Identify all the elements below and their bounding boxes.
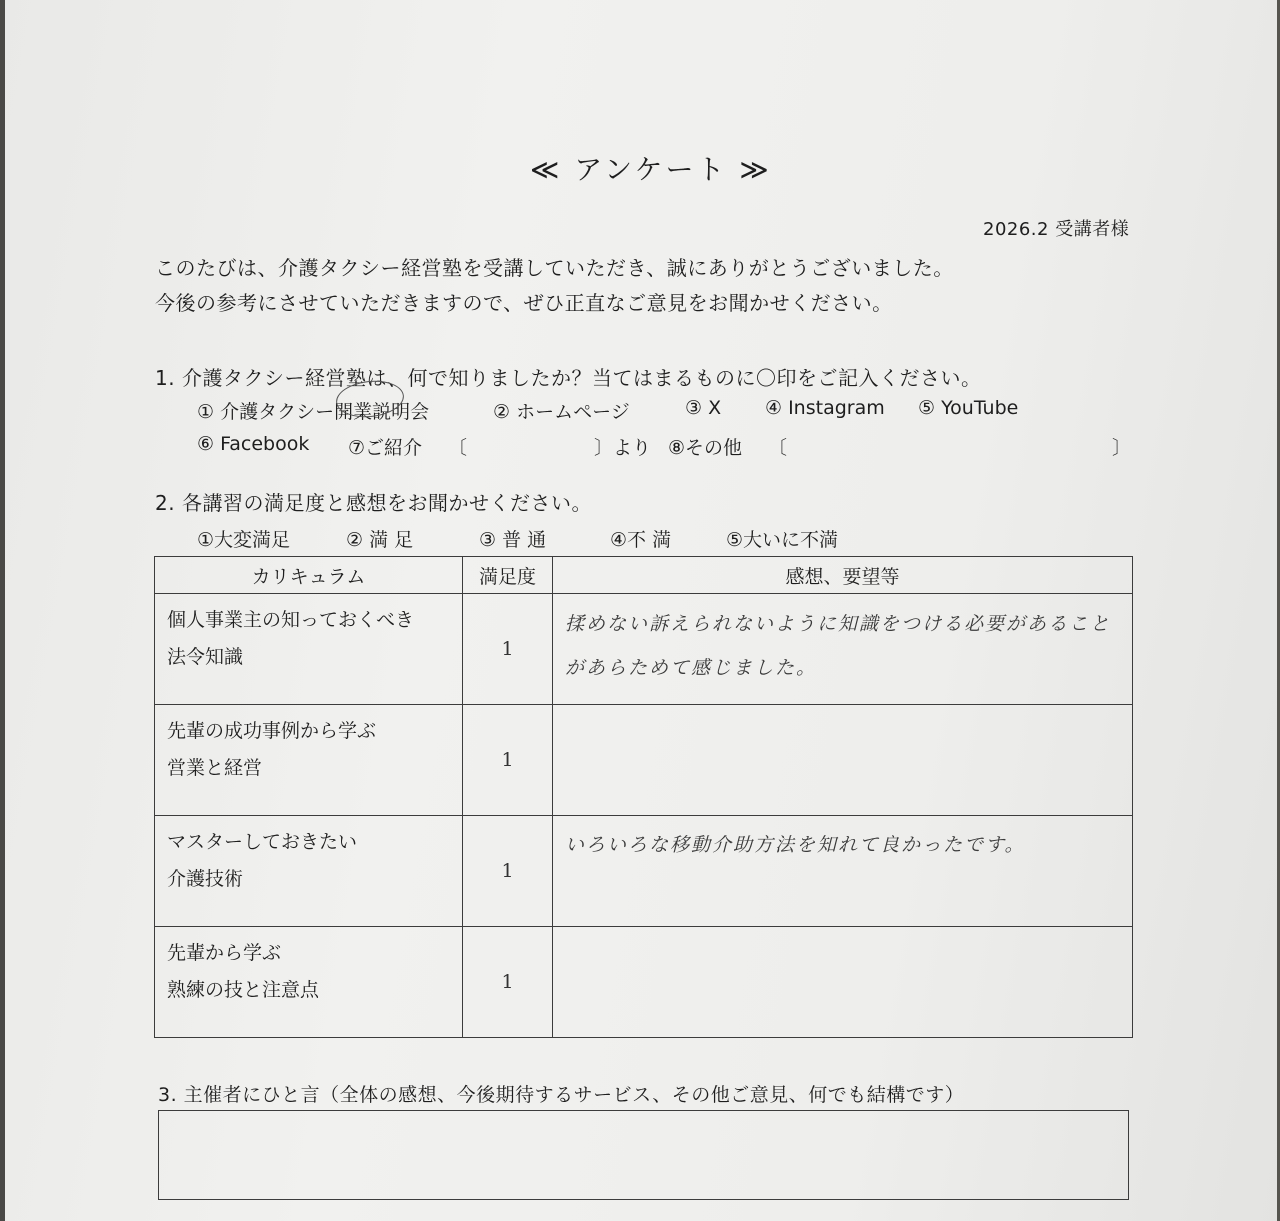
option-1-seminar[interactable]: ① 介護タクシー開業説明会 [197, 401, 430, 423]
table-row [155, 927, 1133, 1038]
curriculum-cell [155, 705, 463, 816]
header-curriculum: カリキュラム [155, 557, 463, 594]
comment-cell[interactable] [553, 816, 1133, 927]
satisfaction-table [154, 556, 1133, 1038]
scale-very-satisfied: ①大変満足 [197, 529, 291, 551]
scale-neutral: ③ 普 通 [479, 529, 547, 551]
comment-cell[interactable] [553, 927, 1133, 1038]
feedback-box[interactable] [158, 1110, 1129, 1200]
referral-bracket-open: 〔 [448, 437, 468, 459]
other-bracket-close: 〕 [1112, 437, 1132, 459]
table-row [155, 594, 1133, 705]
option-2-homepage[interactable]: ② ホームページ [493, 401, 630, 423]
comment-cell[interactable] [553, 594, 1133, 705]
rating-cell[interactable]: 1 [463, 816, 553, 927]
date-recipient: 2026.2 受講者様 [983, 219, 1130, 240]
referral-suffix: 〕より [594, 437, 652, 459]
intro-line-1: このたびは、介護タクシー経営塾を受講していただき、誠にありがとうございました。 [155, 256, 954, 280]
curriculum-line: 先輩の成功事例から学ぶ [167, 720, 377, 742]
option-7-referral[interactable]: ⑦ご紹介 [348, 437, 423, 459]
header-comments: 感想、要望等 [553, 557, 1133, 594]
scale-very-dissatisfied: ⑤大いに不満 [726, 529, 839, 551]
curriculum-cell [155, 594, 463, 705]
other-bracket-open: 〔 [768, 437, 788, 459]
handwritten-comment: 揉めない訴えられないように知識をつける必要があることがあらためて感じました。 [565, 613, 1112, 679]
curriculum-cell [155, 816, 463, 927]
table-row [155, 705, 1133, 816]
curriculum-line: 個人事業主の知っておくべき [167, 609, 415, 631]
handwritten-comment: いろいろな移動介助方法を知れて良かったです。 [565, 834, 1026, 856]
table-header-row [155, 557, 1133, 594]
survey-title: ≪ アンケート ≫ [530, 153, 772, 186]
comment-cell[interactable] [553, 705, 1133, 816]
intro-line-2: 今後の参考にさせていただきますので、ぜひ正直なご意見をお聞かせください。 [155, 291, 893, 315]
rating-cell[interactable]: 1 [463, 927, 553, 1038]
option-3-x[interactable]: ③ X [685, 397, 722, 419]
option-4-instagram[interactable]: ④ Instagram [765, 397, 885, 419]
curriculum-cell [155, 927, 463, 1038]
header-rating: 満足度 [463, 557, 553, 594]
rating-cell[interactable]: 1 [463, 705, 553, 816]
question-1: 1. 介護タクシー経営塾は、何で知りましたか？当てはまるものに〇印をご記入ください。 [155, 366, 982, 390]
table-row [155, 816, 1133, 927]
curriculum-line: 先輩から学ぶ [167, 942, 282, 964]
curriculum-line: 介護技術 [167, 868, 244, 890]
curriculum-line: 法令知識 [167, 646, 244, 668]
curriculum-line: マスターしておきたい [167, 831, 358, 853]
curriculum-line: 営業と経営 [167, 757, 263, 779]
scale-dissatisfied: ④不 満 [610, 529, 672, 551]
question-3: 3. 主催者にひと言（全体の感想、今後期待するサービス、その他ご意見、何でも結構です） [158, 1084, 965, 1106]
curriculum-line: 熟練の技と注意点 [167, 979, 320, 1001]
question-2: 2. 各講習の満足度と感想をお聞かせください。 [155, 491, 592, 515]
scale-satisfied: ② 満 足 [346, 529, 414, 551]
option-6-facebook[interactable]: ⑥ Facebook [197, 433, 310, 455]
background-edge-left [0, 0, 5, 1221]
option-8-other[interactable]: ⑧その他 [668, 437, 743, 459]
rating-cell[interactable]: 1 [463, 594, 553, 705]
option-5-youtube[interactable]: ⑤ YouTube [918, 397, 1019, 419]
